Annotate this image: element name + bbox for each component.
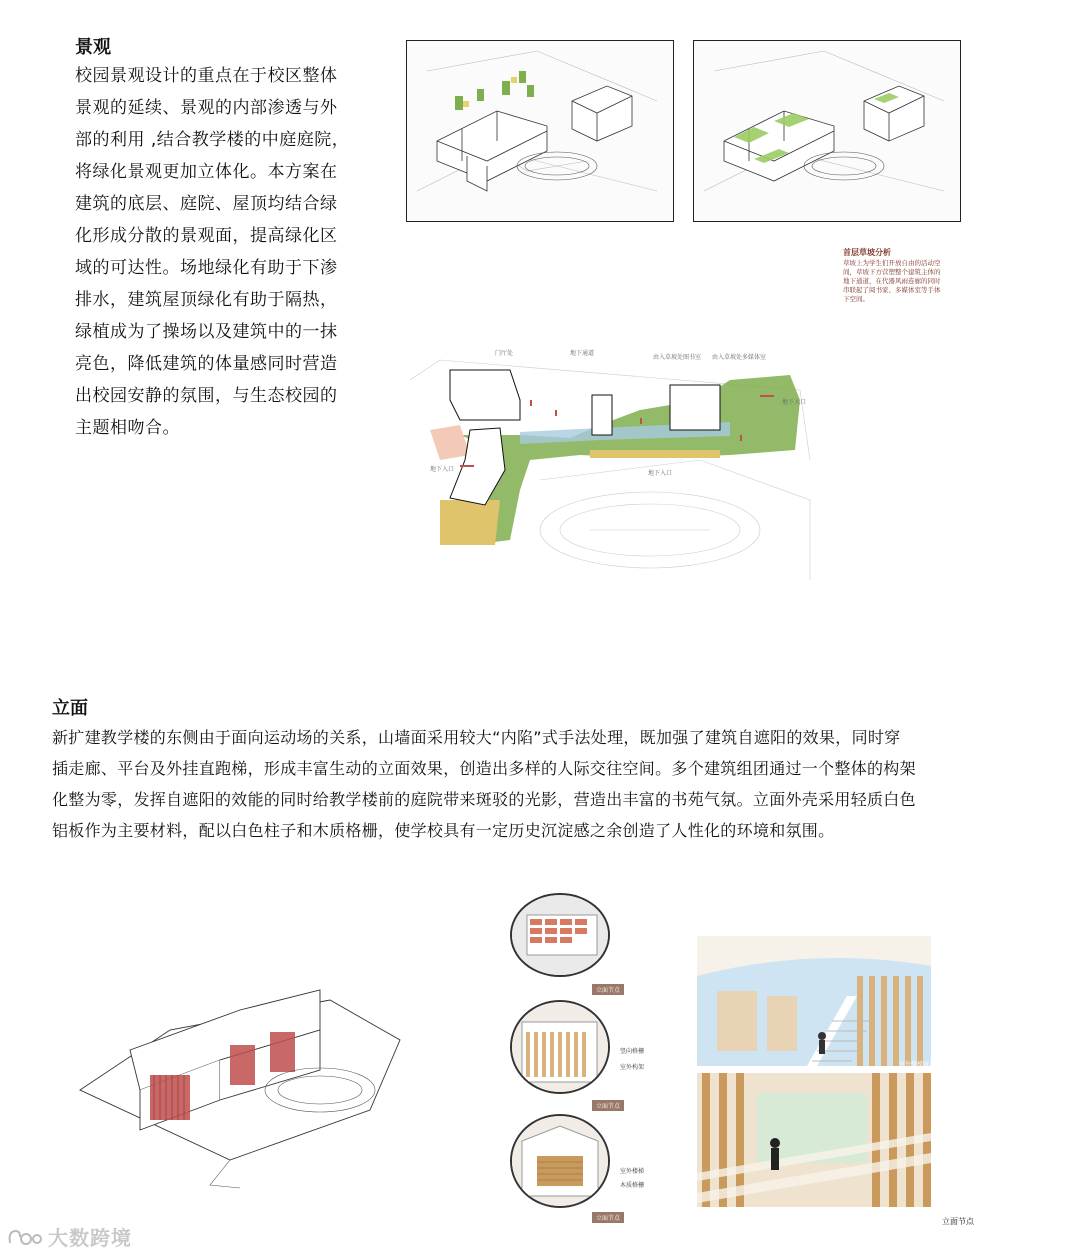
facade-line: 化整为零，发挥自遮阳的效能的同时给教学楼前的庭院带来斑驳的光影，营造出丰富的书苑气氛。立面外壳采用轻质白色 (52, 790, 916, 809)
facade-caption: 立面节点 (942, 1217, 974, 1226)
landscape-line: 建筑的底层、庭院、屋顶均结合绿 (75, 194, 338, 214)
plan-label: 地下通道 (570, 350, 595, 357)
analysis-line: 串联起了阅书家、多媒体室等手体 (843, 286, 941, 294)
landscape-line: 主题相吻合。 (75, 418, 180, 438)
node-callout: 竖向格栅 (620, 1048, 645, 1055)
plan-label: 地下入口 (648, 470, 673, 477)
facade-paragraph (52, 722, 1042, 846)
plan-label: 由入草坡处图书室 (653, 354, 702, 361)
axonometric-drawing-2 (694, 41, 960, 221)
facade-axonometric (70, 960, 410, 1190)
render-top-image (697, 936, 931, 1066)
node-callout: 室外楼梯 (620, 1168, 645, 1175)
node-tag: 立面节点 (592, 1212, 624, 1223)
logo-icon (6, 1225, 42, 1249)
plan-label: 门厅处 (495, 350, 514, 357)
watermark-logo (6, 1222, 132, 1251)
axonometric-panel-2 (693, 40, 961, 222)
facade-line: 铝板作为主要材料，配以白色柱子和木质格栅，使学校具有一定历史沉淀感之余创造了人性化的环境和氛围。 (52, 821, 835, 840)
landscape-line: 域的可达性。场地绿化有助于下渗 (75, 258, 338, 278)
render-bottom-image (697, 1073, 931, 1207)
axonometric-panel-1 (406, 40, 674, 222)
node-callout: 木质格栅 (620, 1182, 645, 1189)
facade-node-drawing-1 (512, 895, 608, 975)
facade-line: 插走廊、平台及外挂直跑梯，形成丰富生动的立面效果，创造出多样的人际交往空间。多个建筑组团通过一个整体的构架 (52, 759, 916, 778)
axonometric-drawing-1 (407, 41, 673, 221)
logo-text: 大数跨境 (48, 1226, 132, 1250)
landscape-line: 亮色，降低建筑的体量感同时营造 (75, 354, 338, 374)
landscape-line: 化形成分散的景观面，提高绿化区 (75, 226, 338, 246)
facade-node-drawing-3 (512, 1116, 608, 1206)
node-tag: 立面节点 (592, 984, 624, 995)
node-tag: 立面节点 (592, 1100, 624, 1111)
landscape-line: 部的利用 ,结合教学楼的中庭庭院， (75, 130, 350, 150)
facade-render-bottom (697, 1073, 931, 1207)
analysis-line: 间，草坡下方营塑整个建筑主体的 (843, 268, 941, 276)
facade-node-circle-3 (510, 1114, 610, 1208)
facade-node-drawing-2 (512, 1002, 608, 1092)
landscape-line: 绿植成为了操场以及建筑中的一抹 (75, 322, 338, 342)
facade-line: 新扩建教学楼的东侧由于面向运动场的关系，山墙面采用较大“内陷”式手法处理，既加强了建筑自遮阳的效果，同时穿 (52, 728, 901, 747)
analysis-line: 草坡上为学生们开放自由的活动空 (843, 259, 941, 267)
node-callout: 室外构架 (620, 1064, 645, 1071)
landscape-line: 出校园安静的氛围，与生态校园的 (75, 386, 338, 406)
landscape-line: 校园景观设计的重点在于校区整体 (75, 66, 338, 86)
plan-label: 地下入口 (430, 466, 455, 473)
analysis-line: 下空间。 (843, 295, 869, 303)
plan-label: 由入草坡处多媒体室 (712, 354, 767, 361)
render-caption: 室外楼梯效果 (899, 1061, 936, 1068)
facade-render-top (697, 936, 931, 1066)
landscape-paragraph (75, 60, 375, 444)
plan-label: 地下入口 (782, 399, 807, 406)
facade-axonometric-drawing (70, 960, 410, 1190)
facade-node-circle-1 (510, 893, 610, 977)
analysis-line: 地下通道，在代器风雨连廊的同时 (843, 277, 941, 285)
landscape-line: 将绿化景观更加立体化。本方案在 (75, 162, 338, 182)
analysis-title: 首层草坡分析 (843, 248, 891, 257)
landscape-line: 排水，建筑屋顶绿化有助于隔热， (75, 290, 338, 310)
facade-node-circle-2 (510, 1000, 610, 1094)
landscape-heading: 景观 (75, 37, 111, 58)
ground-plan-diagram (400, 340, 820, 585)
landscape-line: 景观的延续、景观的内部渗透与外 (75, 98, 338, 118)
ground-plan-drawing (400, 340, 820, 585)
analysis-note (843, 259, 963, 304)
facade-heading: 立面 (52, 698, 88, 719)
